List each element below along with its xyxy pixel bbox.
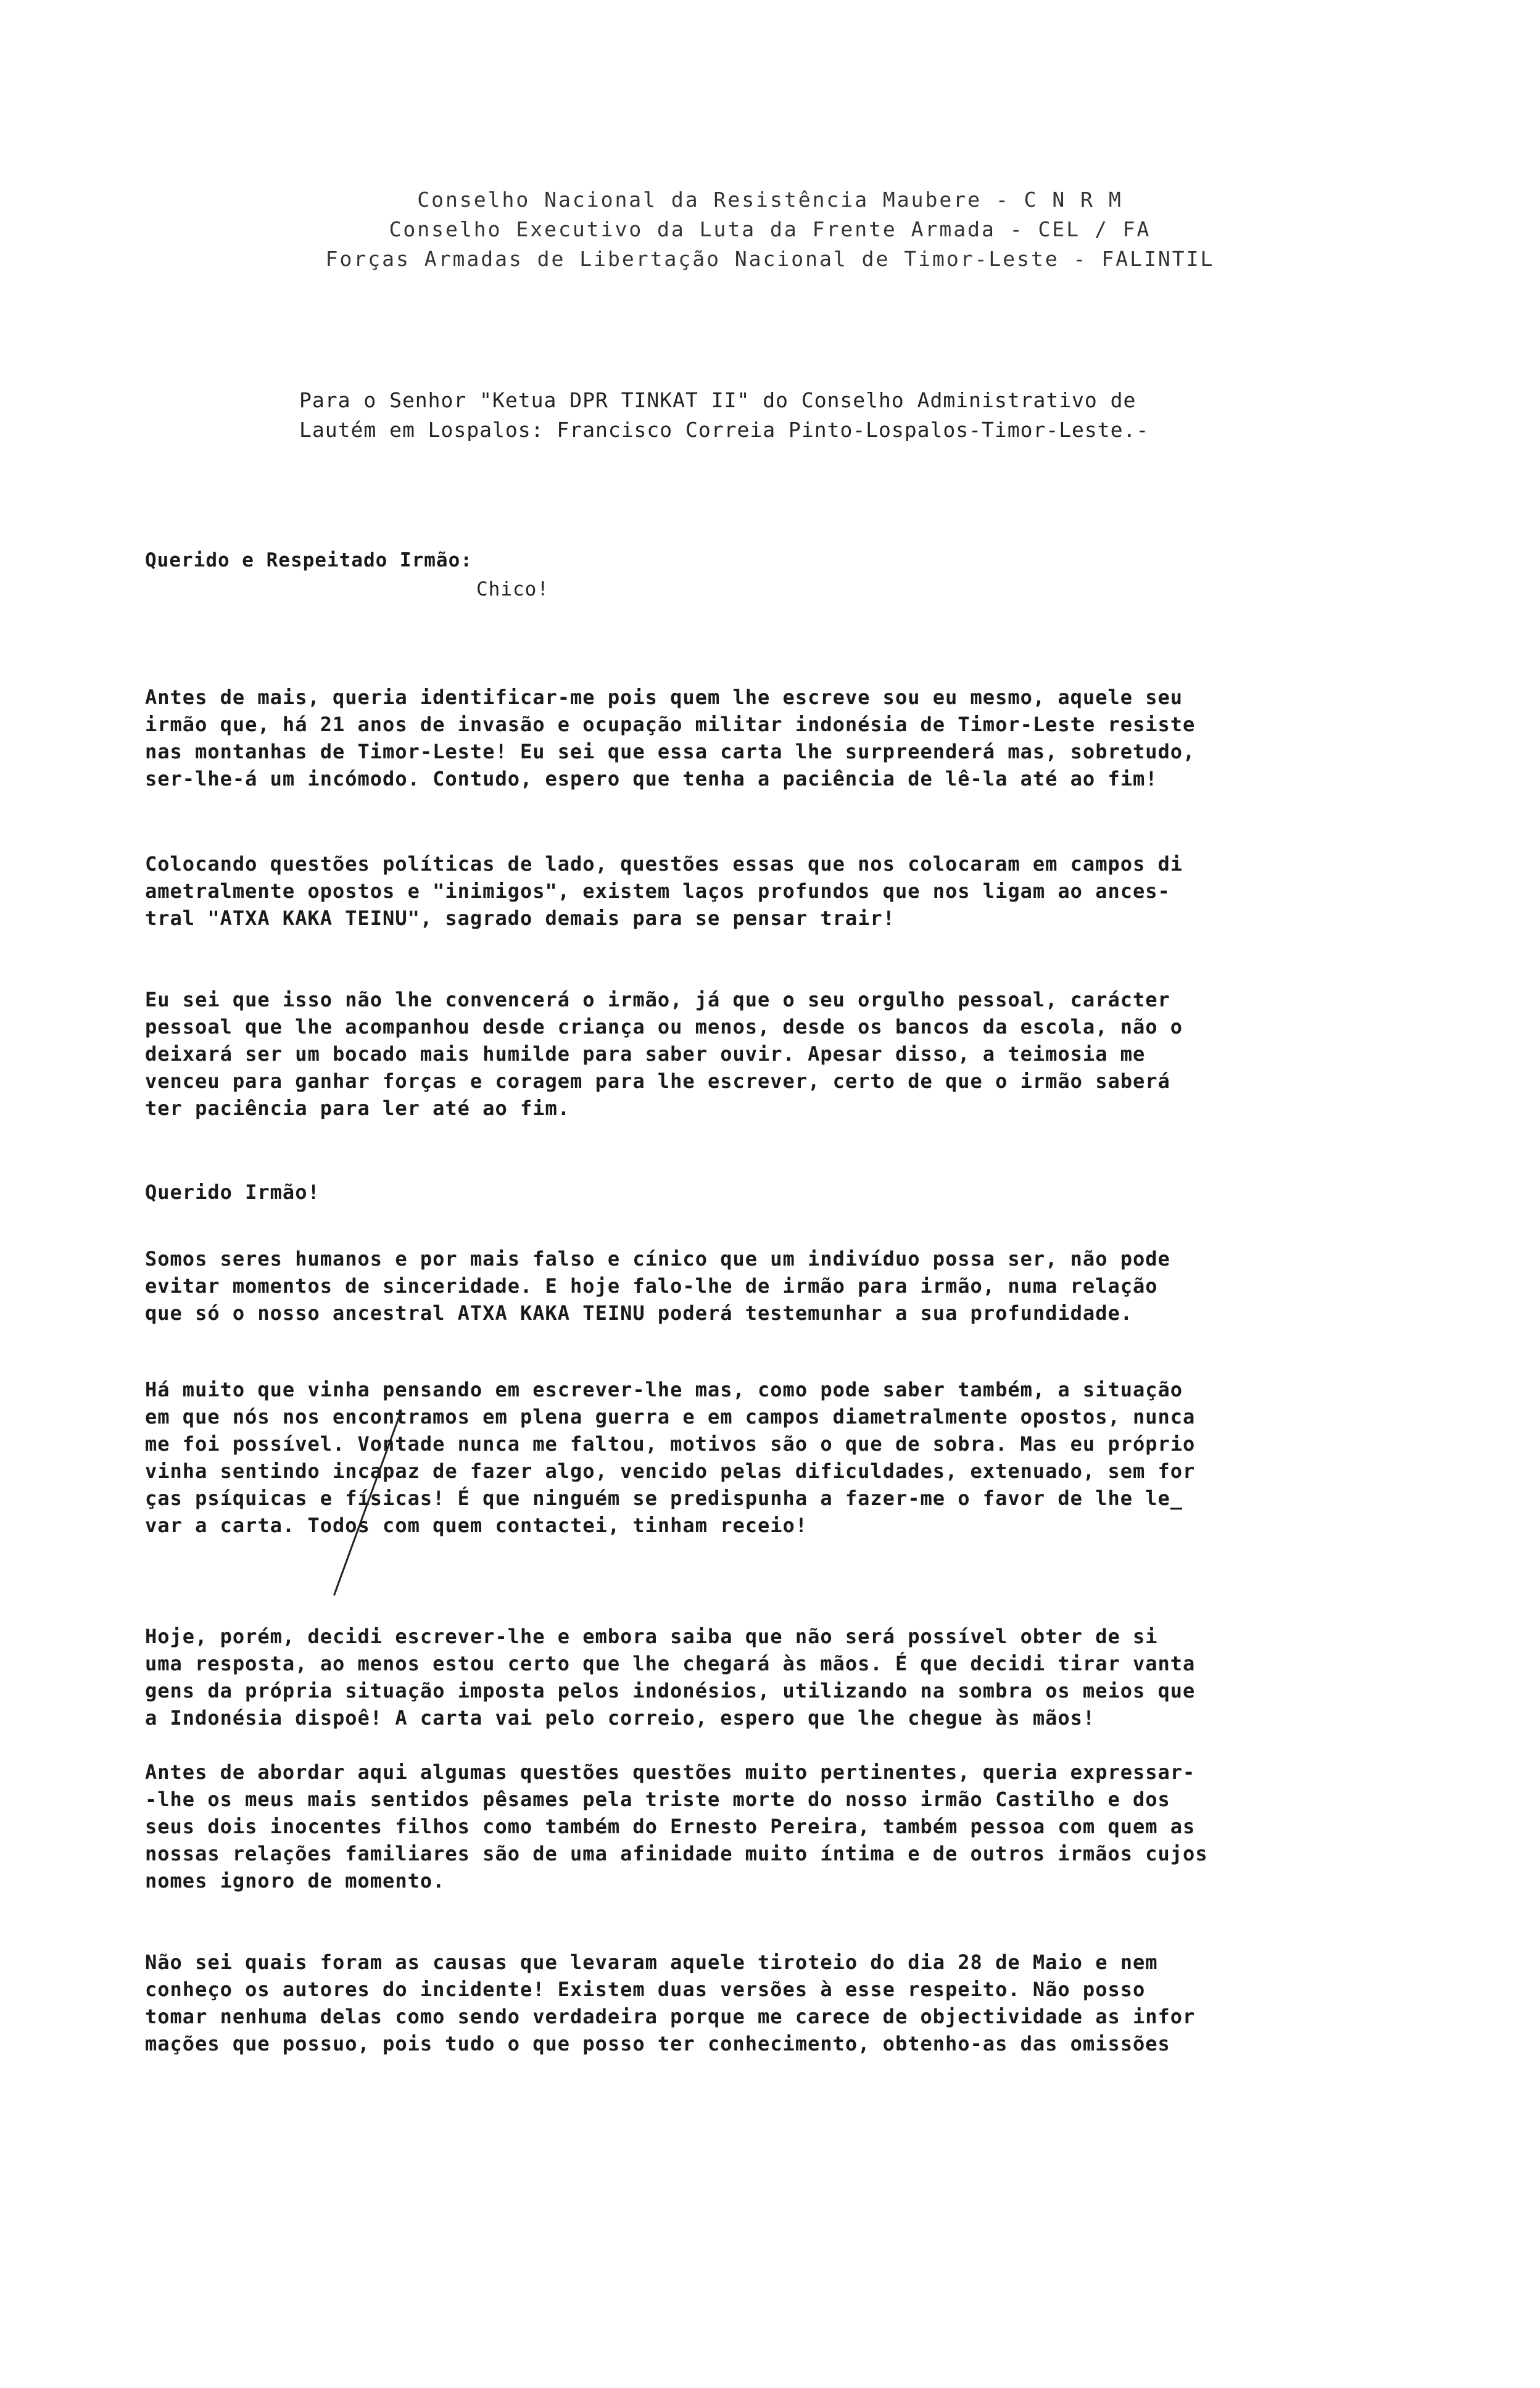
salutation-name: Chico! bbox=[476, 578, 549, 600]
text-line: Antes de abordar aqui algumas questões questões muito pertinentes, queria expressar- bbox=[145, 1760, 1196, 1784]
text-line: ças psíquicas e físicas! É que ninguém se predispunha a fazer-me o favor de lhe le_ bbox=[145, 1486, 1183, 1510]
text-line: gens da própria situação imposta pelos indonésios, utilizando na sombra os meios que bbox=[145, 1679, 1196, 1702]
text-line: ser-lhe-á um incómodo. Contudo, espero que tenha a paciência de lê-la até ao fim! bbox=[145, 767, 1158, 790]
text-line: Há muito que vinha pensando em escrever-lhe mas, como pode saber também, a situação bbox=[145, 1378, 1183, 1401]
paragraph-2 bbox=[145, 850, 1441, 932]
text-line: vinha sentindo incapaz de fazer algo, vencido pelas dificuldades, extenuado, sem for bbox=[145, 1459, 1196, 1483]
recipient-address bbox=[299, 386, 1149, 445]
text-line: seus dois inocentes filhos como também do Ernesto Pereira, também pessoa com quem as bbox=[145, 1815, 1196, 1838]
text-line: var a carta. Todos com quem contactei, tinham receio! bbox=[145, 1514, 808, 1537]
paragraph-6 bbox=[145, 1376, 1441, 1539]
letterhead-line-3: Forças Armadas de Libertação Nacional de Timor-Leste - FALINTIL bbox=[325, 247, 1215, 271]
text-line: Antes de mais, queria identificar-me pois quem lhe escreve sou eu mesmo, aquele seu bbox=[145, 686, 1183, 709]
text-line: venceu para ganhar forças e coragem para lhe escrever, certo de que o irmão saberá bbox=[145, 1069, 1170, 1093]
paragraph-5 bbox=[145, 1245, 1441, 1327]
paragraph-3 bbox=[145, 986, 1441, 1122]
text-line: nomes ignoro de momento. bbox=[145, 1869, 445, 1893]
address-line-2: Lautém em Lospalos: Francisco Correia Pinto-Lospalos-Timor-Leste.- bbox=[299, 418, 1149, 442]
text-line: Hoje, porém, decidi escrever-lhe e embora saiba que não será possível obter de si bbox=[145, 1625, 1158, 1648]
text-line: tral "ATXA KAKA TEINU", sagrado demais para se pensar trair! bbox=[145, 906, 895, 930]
text-line: ter paciência para ler até ao fim. bbox=[145, 1097, 571, 1120]
paragraph-1 bbox=[145, 684, 1441, 792]
text-line: pessoal que lhe acompanhou desde criança ou menos, desde os bancos da escola, não o bbox=[145, 1015, 1183, 1039]
text-line: nas montanhas de Timor-Leste! Eu sei que essa carta lhe surpreenderá mas, sobretudo, bbox=[145, 740, 1196, 763]
salutation: Querido e Respeitado Irmão: bbox=[145, 549, 473, 571]
text-line: em que nós nos encontramos em plena guerra e em campos diametralmente opostos, nunca bbox=[145, 1405, 1196, 1428]
text-line: evitar momentos de sinceridade. E hoje falo-lhe de irmão para irmão, numa relação bbox=[145, 1274, 1158, 1298]
text-line: conheço os autores do incidente! Existem duas versões à esse respeito. Não posso bbox=[145, 1978, 1146, 2001]
text-line: nossas relações familiares são de uma afinidade muito íntima e de outros irmãos cujos bbox=[145, 1842, 1208, 1865]
paragraph-7 bbox=[145, 1623, 1441, 1731]
text-line: a Indonésia dispoê! A carta vai pelo correio, espero que lhe chegue às mãos! bbox=[145, 1706, 1096, 1730]
letterhead bbox=[0, 185, 1540, 274]
text-line: ametralmente opostos e "inimigos", existem laços profundos que nos ligam ao ances- bbox=[145, 879, 1170, 903]
paragraph-8 bbox=[145, 1759, 1441, 1894]
letterhead-line-1: Conselho Nacional da Resistência Maubere - C N R M bbox=[417, 188, 1123, 212]
text-line: irmão que, há 21 anos de invasão e ocupação militar indonésia de Timor-Leste resiste bbox=[145, 713, 1196, 736]
text-line: tomar nenhuma delas como sendo verdadeira porque me carece de objectividade as infor bbox=[145, 2005, 1196, 2028]
text-line: deixará ser um bocado mais humilde para saber ouvir. Apesar disso, a teimosia me bbox=[145, 1042, 1146, 1066]
text-line: Somos seres humanos e por mais falso e cínico que um indivíduo possa ser, não pode bbox=[145, 1247, 1170, 1271]
text-line: uma resposta, ao menos estou certo que lhe chegará às mãos. É que decidi tirar vanta bbox=[145, 1652, 1196, 1675]
address-line-1: Para o Senhor "Ketua DPR TINKAT II" do Conselho Administrativo de bbox=[299, 388, 1136, 412]
letterhead-line-2: Conselho Executivo da Luta da Frente Armada - CEL / FA bbox=[389, 217, 1151, 241]
text-line: Querido Irmão! bbox=[145, 1180, 320, 1204]
text-line: -lhe os meus mais sentidos pêsames pela triste morte do nosso irmão Castilho e dos bbox=[145, 1788, 1170, 1811]
text-line: Não sei quais foram as causas que levaram aquele tiroteio do dia 28 de Maio e nem bbox=[145, 1951, 1158, 1974]
paragraph-9 bbox=[145, 1949, 1441, 2057]
text-line: Colocando questões políticas de lado, questões essas que nos colocaram em campos di bbox=[145, 852, 1183, 876]
text-line: Eu sei que isso não lhe convencerá o irmão, já que o seu orgulho pessoal, carácter bbox=[145, 988, 1170, 1011]
text-line: que só o nosso ancestral ATXA KAKA TEINU poderá testemunhar a sua profundidade. bbox=[145, 1301, 1133, 1325]
text-line: me foi possível. Vontade nunca me faltou, motivos são o que de sobra. Mas eu próprio bbox=[145, 1432, 1196, 1456]
paragraph-4 bbox=[145, 1179, 1441, 1206]
text-line: mações que possuo, pois tudo o que posso ter conhecimento, obtenho-as das omissões bbox=[145, 2032, 1170, 2055]
